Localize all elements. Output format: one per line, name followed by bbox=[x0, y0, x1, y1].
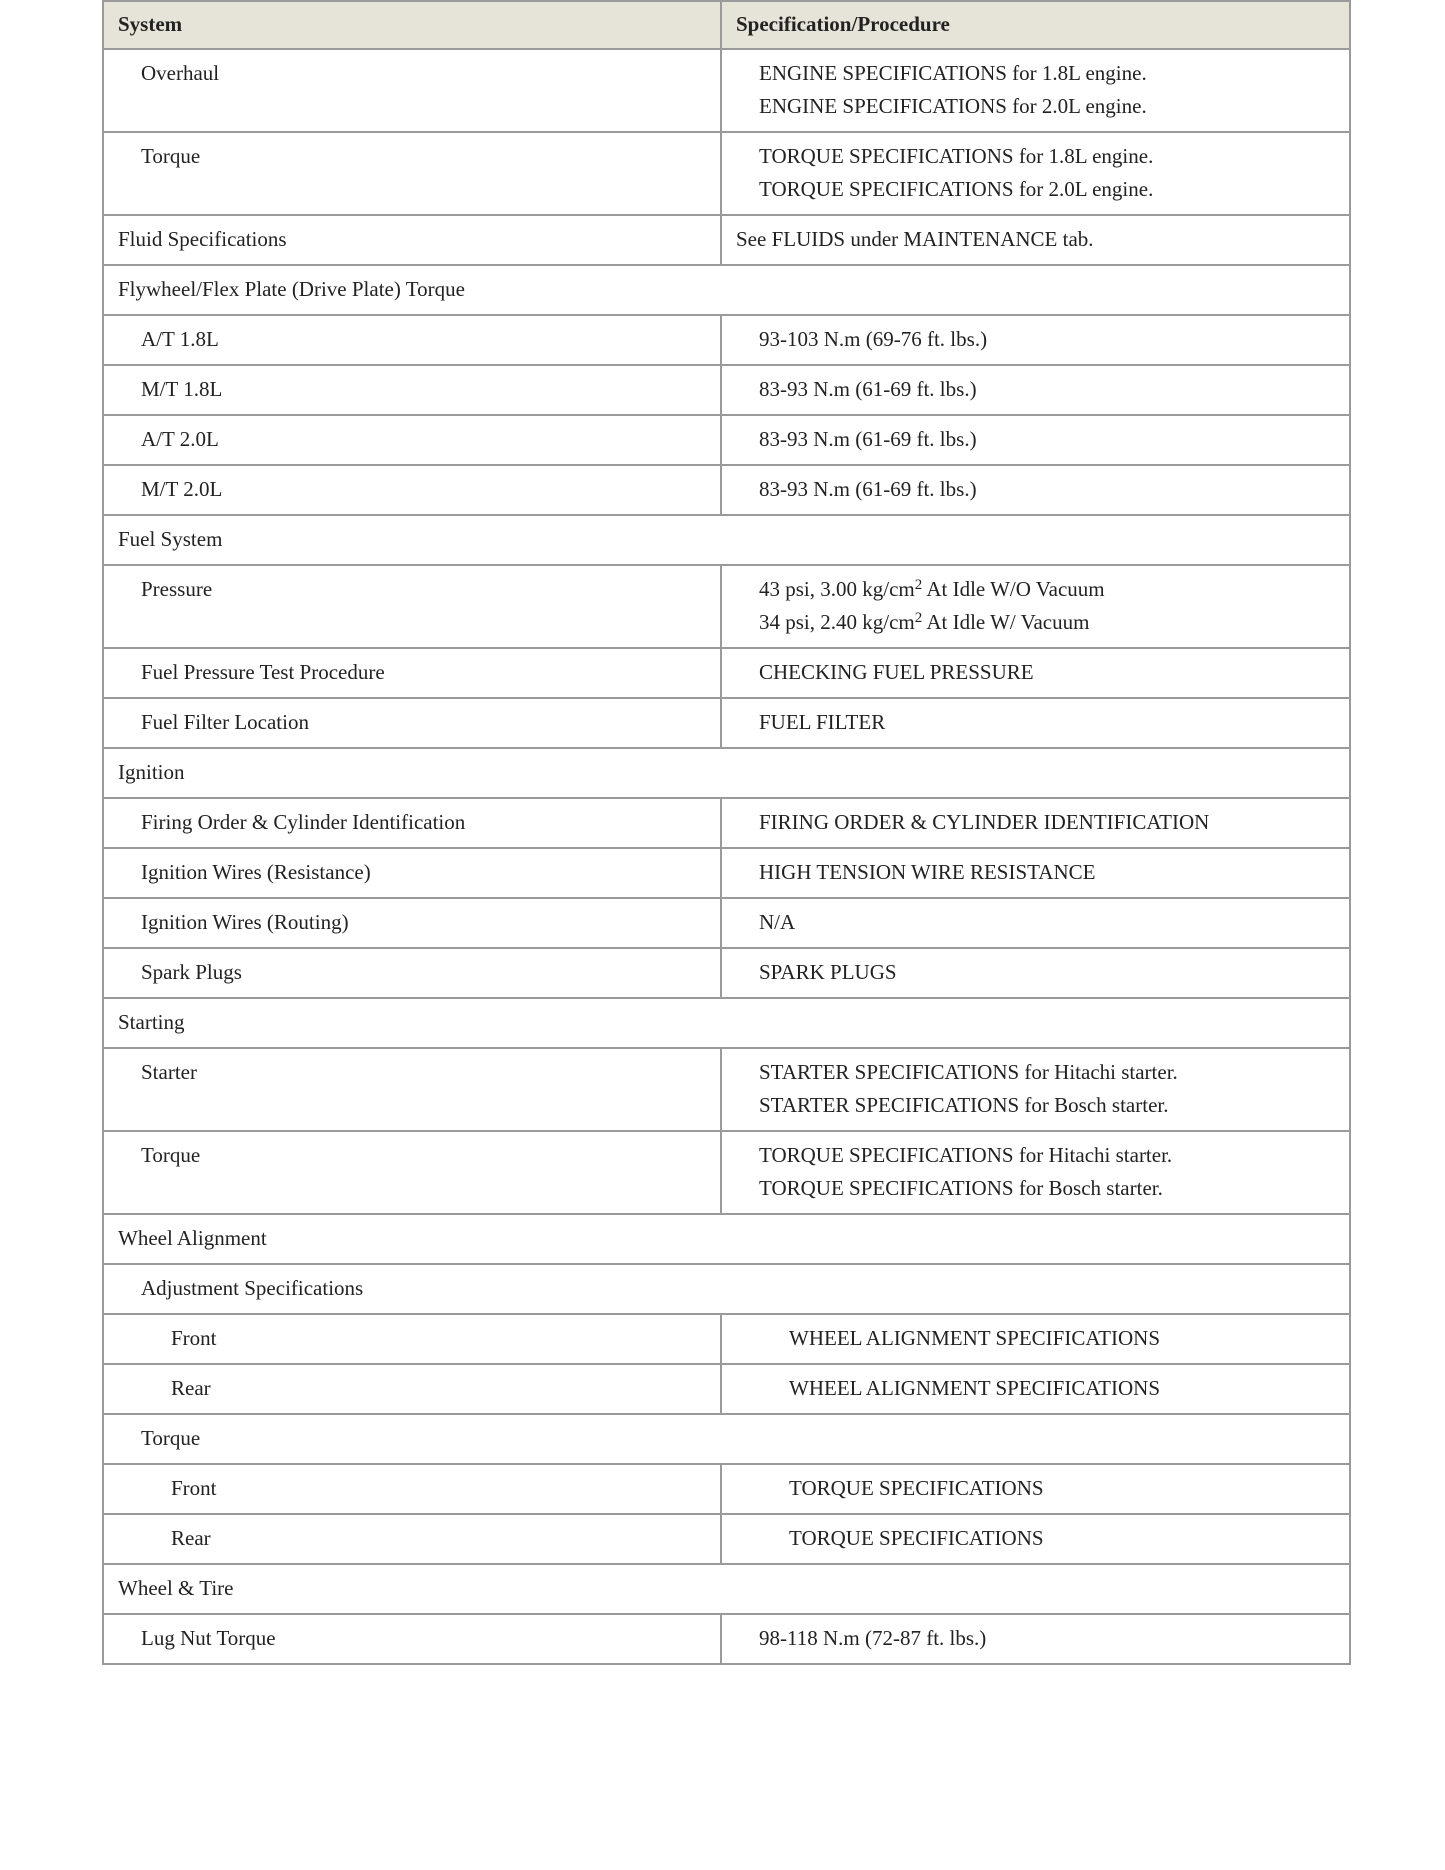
system-cell: Rear bbox=[103, 1364, 721, 1414]
system-cell: Torque bbox=[103, 132, 721, 215]
spec-cell: TORQUE SPECIFICATIONS bbox=[721, 1514, 1350, 1564]
spec-cell: FUEL FILTER bbox=[721, 698, 1350, 748]
table-row bbox=[103, 898, 1350, 948]
table-row bbox=[103, 1314, 1350, 1364]
spec-line: TORQUE SPECIFICATIONS for 2.0L engine. bbox=[759, 177, 1154, 201]
spec-cell bbox=[721, 1131, 1350, 1214]
table-row bbox=[103, 365, 1350, 415]
system-cell: Fuel Pressure Test Procedure bbox=[103, 648, 721, 698]
spec-cell: WHEEL ALIGNMENT SPECIFICATIONS bbox=[721, 1364, 1350, 1414]
header-spec: Specification/Procedure bbox=[721, 1, 1350, 49]
table-row bbox=[103, 848, 1350, 898]
table-row bbox=[103, 315, 1350, 365]
spec-cell: HIGH TENSION WIRE RESISTANCE bbox=[721, 848, 1350, 898]
system-cell: A/T 2.0L bbox=[103, 415, 721, 465]
system-cell: Pressure bbox=[103, 565, 721, 648]
header-system: System bbox=[103, 1, 721, 49]
spec-cell: CHECKING FUEL PRESSURE bbox=[721, 648, 1350, 698]
system-cell: Overhaul bbox=[103, 49, 721, 132]
table-row bbox=[103, 648, 1350, 698]
spec-cell: 98-118 N.m (72-87 ft. lbs.) bbox=[721, 1614, 1350, 1664]
subsection-row bbox=[103, 1264, 1350, 1314]
system-cell: Front bbox=[103, 1464, 721, 1514]
section-heading: Flywheel/Flex Plate (Drive Plate) Torque bbox=[103, 265, 1350, 315]
pressure-value: 43 psi, 3.00 kg/cm bbox=[759, 577, 915, 601]
subsection-heading: Adjustment Specifications bbox=[103, 1264, 1350, 1314]
section-row bbox=[103, 998, 1350, 1048]
system-cell: Torque bbox=[103, 1131, 721, 1214]
pressure-condition: At Idle W/ Vacuum bbox=[922, 610, 1090, 634]
system-cell: M/T 1.8L bbox=[103, 365, 721, 415]
table-row bbox=[103, 1048, 1350, 1131]
spec-cell bbox=[721, 132, 1350, 215]
table-row bbox=[103, 948, 1350, 998]
spec-cell: 93-103 N.m (69-76 ft. lbs.) bbox=[721, 315, 1350, 365]
table-row bbox=[103, 698, 1350, 748]
spec-cell bbox=[721, 1048, 1350, 1131]
table-row bbox=[103, 798, 1350, 848]
section-heading: Wheel & Tire bbox=[103, 1564, 1350, 1614]
spec-cell: WHEEL ALIGNMENT SPECIFICATIONS bbox=[721, 1314, 1350, 1364]
system-cell: Fuel Filter Location bbox=[103, 698, 721, 748]
pressure-condition: At Idle W/O Vacuum bbox=[922, 577, 1105, 601]
spec-cell: 83-93 N.m (61-69 ft. lbs.) bbox=[721, 365, 1350, 415]
table-row bbox=[103, 1464, 1350, 1514]
superscript: 2 bbox=[914, 577, 923, 593]
spec-line: STARTER SPECIFICATIONS for Hitachi starter. bbox=[759, 1060, 1178, 1084]
section-heading: Starting bbox=[103, 998, 1350, 1048]
table-row bbox=[103, 415, 1350, 465]
section-row bbox=[103, 748, 1350, 798]
spec-cell: 83-93 N.m (61-69 ft. lbs.) bbox=[721, 465, 1350, 515]
table-row bbox=[103, 1514, 1350, 1564]
system-cell: Front bbox=[103, 1314, 721, 1364]
spec-cell: FIRING ORDER & CYLINDER IDENTIFICATION bbox=[721, 798, 1350, 848]
table-row bbox=[103, 132, 1350, 215]
spec-line: TORQUE SPECIFICATIONS for Bosch starter. bbox=[759, 1176, 1163, 1200]
spec-cell: See FLUIDS under MAINTENANCE tab. bbox=[721, 215, 1350, 265]
section-row bbox=[103, 515, 1350, 565]
system-cell: Rear bbox=[103, 1514, 721, 1564]
pressure-line bbox=[759, 573, 1337, 606]
spec-line: ENGINE SPECIFICATIONS for 2.0L engine. bbox=[759, 94, 1147, 118]
table-row bbox=[103, 215, 1350, 265]
system-cell: M/T 2.0L bbox=[103, 465, 721, 515]
system-cell: A/T 1.8L bbox=[103, 315, 721, 365]
table-row bbox=[103, 565, 1350, 648]
subsection-row bbox=[103, 1414, 1350, 1464]
section-heading: Ignition bbox=[103, 748, 1350, 798]
spec-cell: N/A bbox=[721, 898, 1350, 948]
superscript: 2 bbox=[914, 610, 923, 626]
system-cell: Fluid Specifications bbox=[103, 215, 721, 265]
table-row bbox=[103, 1364, 1350, 1414]
table-row bbox=[103, 49, 1350, 132]
spec-cell bbox=[721, 565, 1350, 648]
section-heading: Wheel Alignment bbox=[103, 1214, 1350, 1264]
spec-cell: SPARK PLUGS bbox=[721, 948, 1350, 998]
spec-line: ENGINE SPECIFICATIONS for 1.8L engine. bbox=[759, 61, 1147, 85]
system-cell: Firing Order & Cylinder Identification bbox=[103, 798, 721, 848]
section-heading: Fuel System bbox=[103, 515, 1350, 565]
spec-line: STARTER SPECIFICATIONS for Bosch starter. bbox=[759, 1093, 1169, 1117]
spec-cell: 83-93 N.m (61-69 ft. lbs.) bbox=[721, 415, 1350, 465]
system-cell: Ignition Wires (Routing) bbox=[103, 898, 721, 948]
header-row bbox=[103, 1, 1350, 49]
table-row bbox=[103, 1131, 1350, 1214]
system-cell: Spark Plugs bbox=[103, 948, 721, 998]
spec-line: TORQUE SPECIFICATIONS for Hitachi starter. bbox=[759, 1143, 1173, 1167]
pressure-line bbox=[759, 606, 1337, 639]
specifications-table bbox=[102, 0, 1351, 1665]
section-row bbox=[103, 1564, 1350, 1614]
spec-line: TORQUE SPECIFICATIONS for 1.8L engine. bbox=[759, 144, 1154, 168]
system-cell: Ignition Wires (Resistance) bbox=[103, 848, 721, 898]
subsection-heading: Torque bbox=[103, 1414, 1350, 1464]
spec-cell: TORQUE SPECIFICATIONS bbox=[721, 1464, 1350, 1514]
table-row bbox=[103, 1614, 1350, 1664]
pressure-value: 34 psi, 2.40 kg/cm bbox=[759, 610, 915, 634]
system-cell: Lug Nut Torque bbox=[103, 1614, 721, 1664]
spec-cell bbox=[721, 49, 1350, 132]
section-row bbox=[103, 265, 1350, 315]
section-row bbox=[103, 1214, 1350, 1264]
table-row bbox=[103, 465, 1350, 515]
system-cell: Starter bbox=[103, 1048, 721, 1131]
